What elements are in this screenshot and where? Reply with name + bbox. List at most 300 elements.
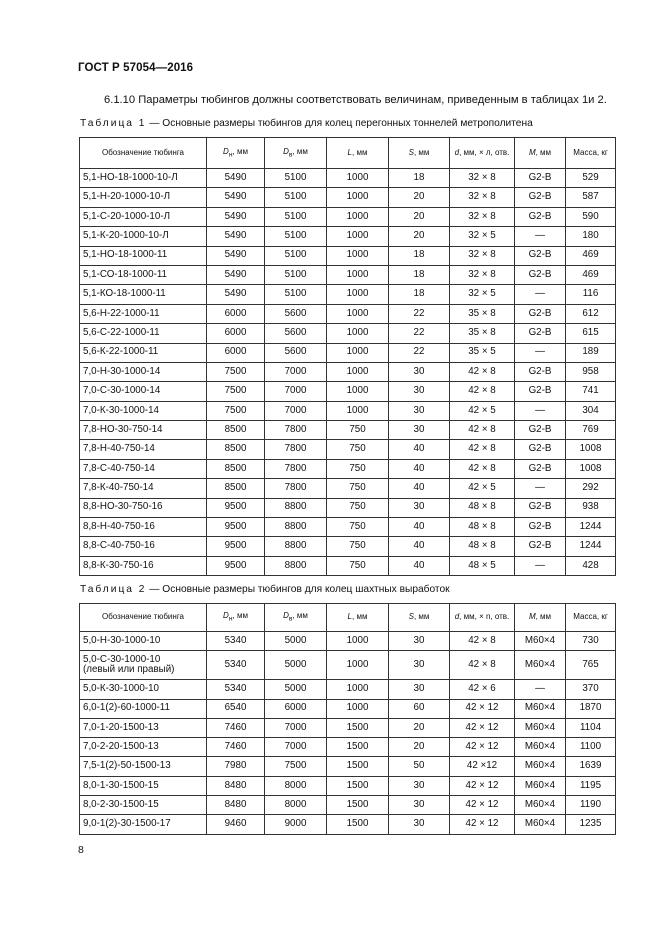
row-designation: 7,0-Н-30-1000-14 (80, 362, 207, 381)
row-designation: 5,1-К-20-1000-10-Л (80, 227, 207, 246)
table-cell: 8480 (207, 796, 265, 815)
table2-header-row (80, 604, 616, 632)
table-cell: 5490 (207, 188, 265, 207)
row-designation: 8,8-К-30-750-16 (80, 556, 207, 575)
table-cell: — (515, 680, 566, 699)
table1-caption-text: — Основные размеры тюбингов для колец перегонных тоннелей метрополитена (146, 118, 533, 129)
table-cell: 32 × 8 (450, 188, 515, 207)
table-cell: 30 (389, 498, 450, 517)
table-cell: 7800 (265, 440, 327, 459)
table-cell: 40 (389, 537, 450, 556)
table-cell: 1000 (327, 382, 389, 401)
table-row (80, 440, 616, 459)
table-row (80, 632, 616, 651)
table-cell: 6000 (207, 304, 265, 323)
table-cell: 42 × 8 (450, 440, 515, 459)
row-designation: 7,8-Н-40-750-14 (80, 440, 207, 459)
table1-caption-label: Таблица 1 (80, 118, 147, 129)
table-cell: 32 × 8 (450, 207, 515, 226)
table-row (80, 815, 616, 834)
table-cell: 8500 (207, 479, 265, 498)
table-row (80, 188, 616, 207)
table-cell: 1000 (327, 680, 389, 699)
table1-col-dv: $D_в$, мм (265, 138, 327, 169)
table-cell: 428 (566, 556, 616, 575)
row-designation: 5,0-С-30-1000-10 (левый или правый) (80, 651, 207, 680)
table-cell: 7460 (207, 738, 265, 757)
table2-col-name: Обозначение тюбинга (80, 604, 207, 632)
row-designation: 5,1-Н-20-1000-10-Л (80, 188, 207, 207)
table-cell: 5340 (207, 680, 265, 699)
table-cell: 7980 (207, 757, 265, 776)
table-cell: 40 (389, 440, 450, 459)
table-cell: 1000 (327, 651, 389, 680)
row-designation: 5,6-С-22-1000-11 (80, 324, 207, 343)
table-cell: 1000 (327, 285, 389, 304)
table-cell: 1500 (327, 796, 389, 815)
table-cell: 40 (389, 556, 450, 575)
table-row (80, 776, 616, 795)
table-cell: 7500 (207, 362, 265, 381)
table-cell: 18 (389, 285, 450, 304)
table-cell: 1500 (327, 738, 389, 757)
row-designation: 5,1-НО-18-1000-11 (80, 246, 207, 265)
table-cell: 9000 (265, 815, 327, 834)
table-cell: 30 (389, 680, 450, 699)
table-cell: 42 ×12 (450, 757, 515, 776)
row-designation: 5,6-К-22-1000-11 (80, 343, 207, 362)
table-cell: 1870 (566, 699, 616, 718)
table-cell: 958 (566, 362, 616, 381)
table-cell: 750 (327, 459, 389, 478)
table-cell: 189 (566, 343, 616, 362)
table-cell: 30 (389, 796, 450, 815)
table2 (79, 603, 616, 835)
table-cell: 8500 (207, 459, 265, 478)
row-designation: 7,5-1(2)-50-1500-13 (80, 757, 207, 776)
table-cell: 5490 (207, 207, 265, 226)
row-designation: 5,1-КО-18-1000-11 (80, 285, 207, 304)
table-cell: 40 (389, 479, 450, 498)
table-cell: G2-В (515, 440, 566, 459)
table-cell: 20 (389, 227, 450, 246)
table-cell: 5490 (207, 169, 265, 188)
table-cell: 22 (389, 343, 450, 362)
table-cell: 750 (327, 498, 389, 517)
table-cell: М60×4 (515, 796, 566, 815)
table1-col-dn: $D_н$, мм (207, 138, 265, 169)
table-cell: 5490 (207, 246, 265, 265)
table-cell: 22 (389, 324, 450, 343)
table-cell: 5100 (265, 227, 327, 246)
table-cell: 612 (566, 304, 616, 323)
table-cell: G2-В (515, 324, 566, 343)
table-cell: 42 × 8 (450, 459, 515, 478)
table-cell: 750 (327, 440, 389, 459)
table2-caption-text: — Основные размеры тюбингов для колец шахтных выработок (146, 584, 450, 595)
table-cell: 5100 (265, 246, 327, 265)
table-cell: 1000 (327, 304, 389, 323)
table-cell: 9500 (207, 537, 265, 556)
table-cell: 5600 (265, 324, 327, 343)
table-cell: 1195 (566, 776, 616, 795)
table-cell: 1639 (566, 757, 616, 776)
table-cell: М60×4 (515, 757, 566, 776)
table-cell: 730 (566, 632, 616, 651)
table-cell: 5000 (265, 651, 327, 680)
table-cell: 5340 (207, 632, 265, 651)
table-cell: 42 × 5 (450, 401, 515, 420)
table-cell: 5000 (265, 680, 327, 699)
row-designation: 7,0-С-30-1000-14 (80, 382, 207, 401)
row-designation: 9,0-1(2)-30-1500-17 (80, 815, 207, 834)
table-cell: 50 (389, 757, 450, 776)
table-cell: 18 (389, 246, 450, 265)
row-designation: 8,8-С-40-750-16 (80, 537, 207, 556)
table-cell: 5100 (265, 207, 327, 226)
table-row (80, 680, 616, 699)
table-cell: 750 (327, 421, 389, 440)
table-cell: М60×4 (515, 776, 566, 795)
table-cell: 1190 (566, 796, 616, 815)
table-cell: 5100 (265, 169, 327, 188)
table-cell: 20 (389, 738, 450, 757)
table-cell: 18 (389, 265, 450, 284)
table-row (80, 718, 616, 737)
table-cell: G2-В (515, 459, 566, 478)
table-cell: 1000 (327, 324, 389, 343)
row-designation: 5,0-К-30-1000-10 (80, 680, 207, 699)
table-cell: 1000 (327, 343, 389, 362)
table-cell: 7800 (265, 421, 327, 440)
row-designation: 8,0-1-30-1500-15 (80, 776, 207, 795)
table1-col-mass: Масса, кг (566, 138, 616, 169)
table-row (80, 227, 616, 246)
table2-col-d: d, мм, × n, отв. (450, 604, 515, 632)
table-cell: 32 × 5 (450, 285, 515, 304)
table-cell: 7800 (265, 459, 327, 478)
table-cell: — (515, 401, 566, 420)
table-cell: 750 (327, 556, 389, 575)
table-cell: 42 × 8 (450, 382, 515, 401)
table-cell: 30 (389, 776, 450, 795)
table-row (80, 343, 616, 362)
table-cell: 587 (566, 188, 616, 207)
table-cell: — (515, 285, 566, 304)
row-designation: 8,8-НО-30-750-16 (80, 498, 207, 517)
table-cell: 469 (566, 265, 616, 284)
table-cell: 1500 (327, 757, 389, 776)
table-cell: 35 × 8 (450, 304, 515, 323)
table-cell: 5100 (265, 265, 327, 284)
table-cell: 292 (566, 479, 616, 498)
table-cell: М60×4 (515, 632, 566, 651)
clause-text: 6.1.10 Параметры тюбингов должны соответствовать величинам, приведенным в таблицах 1и 2. (104, 94, 607, 106)
table2-col-mass: Масса, кг (566, 604, 616, 632)
table-cell: 32 × 8 (450, 246, 515, 265)
table-cell: 20 (389, 188, 450, 207)
table-cell: G2-В (515, 498, 566, 517)
table-cell: 938 (566, 498, 616, 517)
table-cell: 42 × 5 (450, 479, 515, 498)
table-cell: 7000 (265, 718, 327, 737)
table1 (79, 137, 616, 576)
table-cell: 42 × 6 (450, 680, 515, 699)
table-cell: 1008 (566, 459, 616, 478)
table2-col-dn: $D_н$, мм (207, 604, 265, 632)
table-row (80, 169, 616, 188)
table-row (80, 796, 616, 815)
row-designation: 5,1-СО-18-1000-11 (80, 265, 207, 284)
table-cell: 469 (566, 246, 616, 265)
table-cell: 20 (389, 718, 450, 737)
table-cell: 7500 (207, 382, 265, 401)
table-cell: — (515, 343, 566, 362)
page-number: 8 (78, 844, 84, 856)
table-row (80, 207, 616, 226)
row-designation: 8,0-2-30-1500-15 (80, 796, 207, 815)
table-cell: 20 (389, 207, 450, 226)
table-cell: 30 (389, 651, 450, 680)
table-cell: 180 (566, 227, 616, 246)
table-cell: 42 × 12 (450, 699, 515, 718)
table-cell: G2-В (515, 246, 566, 265)
table-cell: 1500 (327, 776, 389, 795)
table-cell: 5100 (265, 285, 327, 304)
table-cell: 370 (566, 680, 616, 699)
table-cell: 30 (389, 362, 450, 381)
table1-col-l: L, мм (327, 138, 389, 169)
table-cell: 8800 (265, 537, 327, 556)
table-cell: 7000 (265, 738, 327, 757)
table-cell: 42 × 12 (450, 776, 515, 795)
table-row (80, 651, 616, 680)
table-cell: G2-В (515, 518, 566, 537)
table-cell: G2-В (515, 537, 566, 556)
table-cell: 1235 (566, 815, 616, 834)
table-row (80, 498, 616, 517)
table-cell: G2-В (515, 304, 566, 323)
table-cell: 1244 (566, 518, 616, 537)
table-cell: 1008 (566, 440, 616, 459)
table-cell: G2-В (515, 207, 566, 226)
table2-caption-label: Таблица 2 (80, 584, 147, 595)
table-row (80, 556, 616, 575)
table-cell: 7500 (265, 757, 327, 776)
document-header: ГОСТ Р 57054—2016 (78, 62, 194, 74)
table-cell: 22 (389, 304, 450, 323)
table-cell: М60×4 (515, 651, 566, 680)
table-cell: 750 (327, 537, 389, 556)
table-row (80, 459, 616, 478)
table-cell: 7000 (265, 362, 327, 381)
table-cell: 35 × 8 (450, 324, 515, 343)
table-cell: 5600 (265, 304, 327, 323)
table-cell: 1104 (566, 718, 616, 737)
table-cell: 1000 (327, 227, 389, 246)
table-cell: 42 × 8 (450, 362, 515, 381)
table-cell: 1000 (327, 207, 389, 226)
table-cell: — (515, 556, 566, 575)
table-cell: 615 (566, 324, 616, 343)
table-cell: 750 (327, 518, 389, 537)
row-designation: 5,1-С-20-1000-10-Л (80, 207, 207, 226)
table-cell: 5100 (265, 188, 327, 207)
table-row (80, 757, 616, 776)
table1-caption (80, 118, 533, 129)
table-cell: М60×4 (515, 718, 566, 737)
table-cell: 1000 (327, 362, 389, 381)
table-cell: 7000 (265, 382, 327, 401)
row-designation: 7,8-С-40-750-14 (80, 459, 207, 478)
table-cell: 769 (566, 421, 616, 440)
table-cell: 1000 (327, 169, 389, 188)
table-row (80, 537, 616, 556)
table-cell: 741 (566, 382, 616, 401)
table-cell: 48 × 8 (450, 498, 515, 517)
table-cell: 5000 (265, 632, 327, 651)
table-cell: 8800 (265, 498, 327, 517)
table-cell: 1500 (327, 718, 389, 737)
table1-col-name: Обозначение тюбинга (80, 138, 207, 169)
table-cell: 9460 (207, 815, 265, 834)
row-designation: 5,1-НО-18-1000-10-Л (80, 169, 207, 188)
table-cell: 9500 (207, 518, 265, 537)
table-row (80, 421, 616, 440)
table1-header-row (80, 138, 616, 169)
table-cell: 42 × 12 (450, 796, 515, 815)
table-cell: — (515, 479, 566, 498)
table-row (80, 382, 616, 401)
table-cell: 48 × 8 (450, 518, 515, 537)
table-cell: 8000 (265, 796, 327, 815)
table-cell: 8480 (207, 776, 265, 795)
table2-col-dv: $D_в$, мм (265, 604, 327, 632)
table-cell: 32 × 8 (450, 169, 515, 188)
table-cell: 8500 (207, 421, 265, 440)
row-designation: 7,8-К-40-750-14 (80, 479, 207, 498)
table-cell: 42 × 12 (450, 738, 515, 757)
table-cell: 42 × 8 (450, 651, 515, 680)
table-cell: 7500 (207, 401, 265, 420)
table-cell: М60×4 (515, 815, 566, 834)
table-cell: 6540 (207, 699, 265, 718)
table-cell: — (515, 227, 566, 246)
table-cell: 1000 (327, 699, 389, 718)
table-cell: 9500 (207, 498, 265, 517)
table-cell: 1500 (327, 815, 389, 834)
table-cell: 35 × 5 (450, 343, 515, 362)
table-cell: 1100 (566, 738, 616, 757)
table-cell: 304 (566, 401, 616, 420)
table-cell: G2-В (515, 169, 566, 188)
table-cell: 48 × 5 (450, 556, 515, 575)
table-cell: 5340 (207, 651, 265, 680)
table-cell: М60×4 (515, 738, 566, 757)
table1-col-d: d, мм, × л, отв. (450, 138, 515, 169)
table-cell: 765 (566, 651, 616, 680)
table-cell: 30 (389, 421, 450, 440)
table-cell: G2-В (515, 382, 566, 401)
table-row (80, 518, 616, 537)
table-row (80, 285, 616, 304)
table2-col-l: L, мм (327, 604, 389, 632)
table-cell: 40 (389, 518, 450, 537)
table-cell: 42 × 12 (450, 815, 515, 834)
table-cell: 5490 (207, 265, 265, 284)
table-cell: 1000 (327, 246, 389, 265)
table2-col-m: M, мм (515, 604, 566, 632)
row-designation: 5,6-Н-22-1000-11 (80, 304, 207, 323)
table-cell: 5490 (207, 227, 265, 246)
table-row (80, 738, 616, 757)
row-designation: 7,0-1-20-1500-13 (80, 718, 207, 737)
table-cell: 40 (389, 459, 450, 478)
table-cell: 6000 (265, 699, 327, 718)
table1-col-s: S, мм (389, 138, 450, 169)
table-cell: 30 (389, 382, 450, 401)
table-cell: 42 × 8 (450, 632, 515, 651)
table-cell: 1000 (327, 632, 389, 651)
table2-col-s: S, мм (389, 604, 450, 632)
table-row (80, 362, 616, 381)
table-cell: 7460 (207, 718, 265, 737)
table-row (80, 699, 616, 718)
table-cell: М60×4 (515, 699, 566, 718)
table-cell: G2-В (515, 265, 566, 284)
table-cell: 60 (389, 699, 450, 718)
table-row (80, 324, 616, 343)
table-cell: 8800 (265, 556, 327, 575)
table-cell: 42 × 8 (450, 421, 515, 440)
table-cell: 5490 (207, 285, 265, 304)
table-cell: 6000 (207, 324, 265, 343)
table-row (80, 265, 616, 284)
row-designation: 6,0-1(2)-60-1000-11 (80, 699, 207, 718)
table-cell: 18 (389, 169, 450, 188)
table-cell: 529 (566, 169, 616, 188)
table-cell: 116 (566, 285, 616, 304)
table-row (80, 246, 616, 265)
table-cell: 750 (327, 479, 389, 498)
table-cell: G2-В (515, 188, 566, 207)
table-cell: 7000 (265, 401, 327, 420)
table-cell: 30 (389, 815, 450, 834)
table-cell: 7800 (265, 479, 327, 498)
table-cell: 590 (566, 207, 616, 226)
table-cell: 6000 (207, 343, 265, 362)
table-cell: 1000 (327, 401, 389, 420)
table-cell: 5600 (265, 343, 327, 362)
row-designation: 7,8-НО-30-750-14 (80, 421, 207, 440)
table-row (80, 401, 616, 420)
table-cell: 32 × 5 (450, 227, 515, 246)
table-cell: 32 × 8 (450, 265, 515, 284)
table-row (80, 479, 616, 498)
table-cell: G2-В (515, 362, 566, 381)
table-cell: 1244 (566, 537, 616, 556)
table-row (80, 304, 616, 323)
table-cell: 30 (389, 401, 450, 420)
table-cell: 30 (389, 632, 450, 651)
row-designation: 5,0-Н-30-1000-10 (80, 632, 207, 651)
table-cell: G2-В (515, 421, 566, 440)
table-cell: 42 × 12 (450, 718, 515, 737)
table-cell: 8500 (207, 440, 265, 459)
table-cell: 1000 (327, 265, 389, 284)
table-cell: 8800 (265, 518, 327, 537)
row-designation: 7,0-2-20-1500-13 (80, 738, 207, 757)
